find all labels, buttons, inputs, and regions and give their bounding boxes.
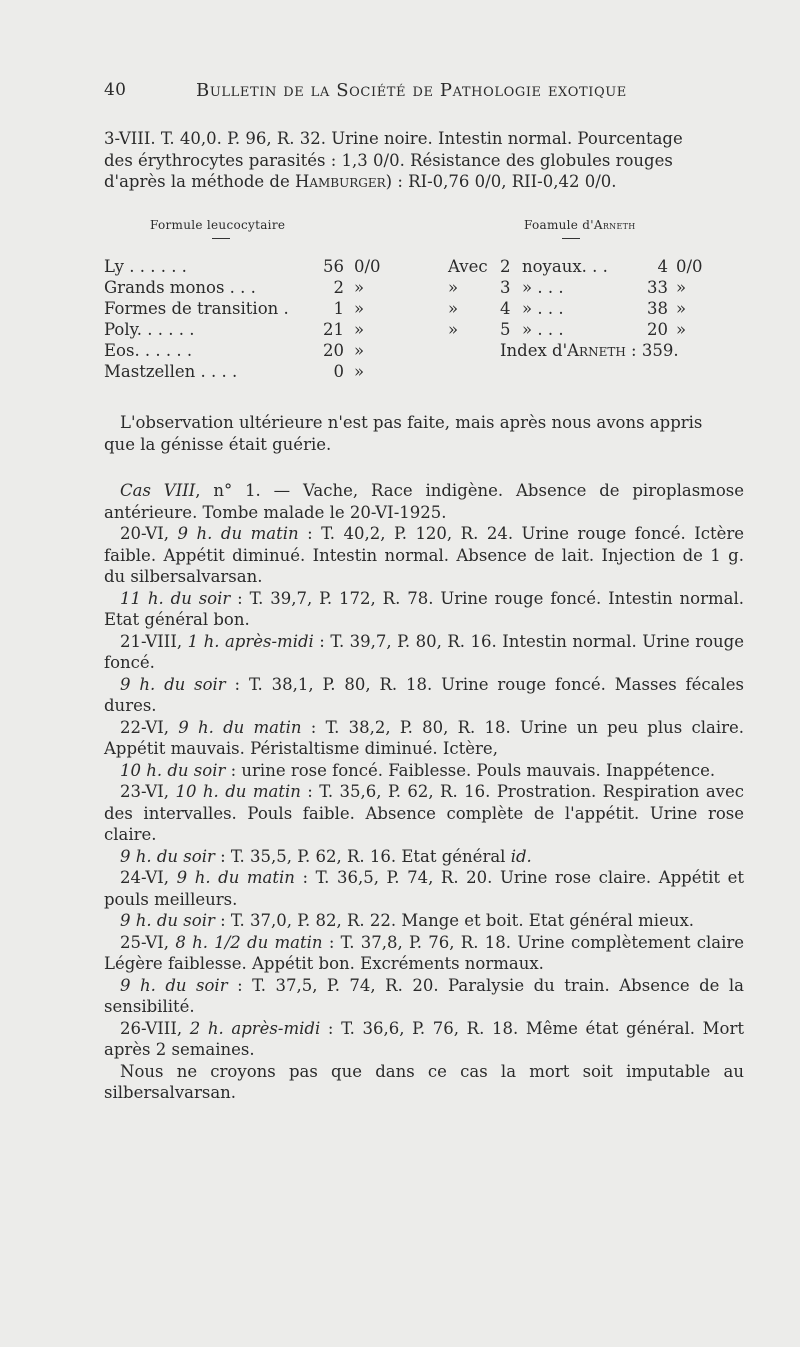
entry-date: 23-VI, <box>120 782 176 801</box>
leuco-row <box>104 319 404 340</box>
case-entry <box>104 781 744 846</box>
leuco-cell-name: Formes de transition . <box>104 299 289 318</box>
leuco-cell-value: 21 <box>323 320 344 339</box>
arneth-cell-label: » . . . <box>522 278 564 297</box>
entry-text: : T. 39,7, P. 80, R. 16. Intestin normal. Urine rouge foncé. <box>104 631 744 672</box>
leuco-cell-unit: » <box>354 320 365 339</box>
case-intro-text: , n° 1. — Vache, Race indigène. Absence de piroplasmose antérieure. Tombe malade le 20-VI-1925. <box>104 481 744 522</box>
entry-date: 21-VIII, <box>120 631 188 651</box>
arneth-cell-unit: » <box>676 299 687 318</box>
entry-time: 9 h. du matin <box>176 868 295 887</box>
arneth-cell-num: 3 <box>500 278 511 297</box>
entry-text: : T. 35,5, P. 62, R. 16. Etat général <box>214 846 511 866</box>
intro-line-3-end: ) : RI-0,76 0/0, RII-0,42 0/0. <box>385 172 617 191</box>
leuco-caption-dash <box>212 238 230 239</box>
leuco-cell-unit: » <box>354 278 365 297</box>
case-entry <box>104 523 744 588</box>
entry-text: : T. 37,5, P. 74, R. 20. Paralysie du train. Absence de la sensibilité. <box>104 975 745 1016</box>
leuco-cell-value: 20 <box>323 341 344 360</box>
arneth-cell-num: 5 <box>500 320 511 339</box>
entry-time: 11 h. du soir <box>120 588 231 608</box>
arneth-table <box>448 256 748 346</box>
entry-text: : T. 40,2, P. 120, R. 24. Urine rouge foncé. Ictère faible. Appétit diminué. Intestin normal. Absence de lait. Injection de 1 g. du silbersalvarsan. <box>104 524 744 586</box>
case-entry <box>104 867 744 910</box>
entry-date: 25-VI, <box>120 932 176 952</box>
entry-text: : T. 36,5, P. 74, R. 20. Urine rose claire. Appétit et pouls meilleurs. <box>104 868 745 909</box>
entry-text: : T. 38,2, P. 80, R. 18. Urine un peu plus claire. Appétit mauvais. Péristaltisme diminué. Ictère, <box>104 717 745 758</box>
arneth-caption-dash <box>562 238 580 239</box>
arneth-cell-prefix: » <box>448 320 459 339</box>
arneth-cell-num: 4 <box>500 299 511 318</box>
arneth-row <box>448 277 748 298</box>
formula-tables <box>104 218 754 381</box>
entry-time: 8 h. 1/2 du matin <box>175 932 323 952</box>
arneth-index <box>500 340 679 361</box>
arneth-index-name: Arneth <box>567 341 626 360</box>
observation-line-2: que la génisse était guérie. <box>104 434 332 454</box>
entry-text: : T. 37,0, P. 82, R. 22. Mange et boit. Etat général mieux. <box>214 911 695 930</box>
case-entry <box>104 631 744 674</box>
entry-time: 9 h. du soir <box>120 674 226 694</box>
observation-line-1: L'observation ultérieure n'est pas faite, mais après nous avons appris <box>120 413 703 432</box>
case-intro <box>104 480 744 523</box>
leuco-row <box>104 298 404 319</box>
case-title: Cas VIII <box>120 481 196 500</box>
arneth-cell-label: » . . . <box>522 320 564 339</box>
entry-text-italic: id. <box>510 846 532 866</box>
case-entry <box>104 1018 744 1061</box>
arneth-cell-unit: » <box>676 278 687 297</box>
arneth-cell-unit: » <box>676 320 687 339</box>
entry-text: : T. 38,1, P. 80, R. 18. Urine rouge foncé. Masses fécales dures. <box>104 674 744 715</box>
arneth-cell-value: 38 <box>647 299 668 318</box>
intro-line-3-start: d'après la méthode de <box>104 172 295 191</box>
arneth-row <box>448 298 748 319</box>
entry-text: : T. 37,8, P. 76, R. 18. Urine complètement claire Légère faiblesse. Appétit bon. Excréments normaux. <box>104 932 744 973</box>
case-entry <box>104 910 744 932</box>
arneth-cell-unit: 0/0 <box>676 257 703 276</box>
arneth-cell-prefix: Avec <box>448 257 488 276</box>
arneth-cell-num: 2 <box>500 257 511 276</box>
entry-date: 24-VI, <box>120 868 177 887</box>
leuco-cell-value: 1 <box>333 299 344 318</box>
leuco-cell-unit: 0/0 <box>354 257 381 276</box>
leuco-cell-name: Eos. . . . . . <box>104 341 193 360</box>
case-entry <box>104 975 744 1018</box>
entry-text: : T. 35,6, P. 62, R. 16. Prostration. Respiration avec des intervalles. Pouls faible. Absence complète de l'appétit. Urine rose claire. <box>104 782 745 844</box>
case-entry <box>104 760 744 782</box>
leuco-cell-name: Ly . . . . . . <box>104 257 187 276</box>
intro-paragraph <box>104 128 744 193</box>
arneth-caption <box>524 218 636 232</box>
case-entry <box>104 717 744 760</box>
arneth-cell-value: 33 <box>647 278 668 297</box>
entry-time: 10 h. du soir <box>120 760 226 780</box>
case-entries <box>104 523 744 1061</box>
arneth-cell-value: 4 <box>657 257 668 276</box>
entry-time: 1 h. après-midi <box>187 631 314 651</box>
intro-line-2: des érythrocytes parasités : 1,3 0/0. Résistance des globules rouges <box>104 150 673 170</box>
entry-time: 9 h. du matin <box>178 717 302 737</box>
entry-date: 20-VI, <box>120 524 178 543</box>
arneth-cell-value: 20 <box>647 320 668 339</box>
leuco-cell-name: Grands monos . . . <box>104 278 256 297</box>
arneth-cell-label: » . . . <box>522 299 564 318</box>
leuco-table <box>104 256 404 386</box>
entry-time: 9 h. du soir <box>120 846 215 866</box>
leuco-cell-unit: » <box>354 362 365 381</box>
arneth-index-value: : 359. <box>625 341 679 360</box>
leuco-row <box>104 277 404 298</box>
observation-paragraph <box>104 412 744 455</box>
entry-date: 26-VIII, <box>120 1018 190 1038</box>
arneth-cell-label: noyaux. . . <box>522 257 608 276</box>
intro-line-1: 3-VIII. T. 40,0. P. 96, R. 32. Urine noire. Intestin normal. Pourcentage <box>104 129 683 148</box>
entry-time: 2 h. après-midi <box>189 1018 321 1038</box>
leuco-row <box>104 256 404 277</box>
leuco-cell-unit: » <box>354 299 365 318</box>
leuco-cell-unit: » <box>354 341 365 360</box>
running-title: Bulletin de la Société de Pathologie exotique <box>196 80 627 101</box>
case-entry <box>104 588 744 631</box>
leuco-cell-value: 2 <box>333 278 344 297</box>
case-conclusion: Nous ne croyons pas que dans ce cas la mort soit imputable au silbersalvarsan. <box>104 1061 744 1102</box>
intro-line-3 <box>104 171 744 193</box>
entry-time: 9 h. du matin <box>177 524 299 543</box>
entry-text: : T. 39,7, P. 172, R. 78. Urine rouge foncé. Intestin normal. Etat général bon. <box>104 588 744 629</box>
leuco-cell-value: 0 <box>333 362 344 381</box>
arneth-caption-start: Foamule d' <box>524 218 594 232</box>
case-entry <box>104 932 744 975</box>
entry-text: : urine rose foncé. Faiblesse. Pouls mauvais. Inappétence. <box>225 760 716 780</box>
entry-time: 10 h. du matin <box>175 782 301 801</box>
arneth-row <box>448 319 748 340</box>
leuco-row <box>104 340 404 361</box>
arneth-index-start: Index d' <box>500 341 568 360</box>
leuco-cell-value: 56 <box>323 257 344 276</box>
leuco-cell-name: Poly. . . . . . <box>104 320 195 339</box>
case-entry <box>104 674 744 717</box>
case-viii-block <box>104 480 744 1104</box>
arneth-caption-name: Arneth <box>593 218 636 232</box>
entry-time: 9 h. du soir <box>120 911 215 930</box>
entry-text: : T. 36,6, P. 76, R. 18. Même état général. Mort après 2 semaines. <box>104 1018 744 1059</box>
arneth-cell-prefix: » <box>448 299 459 318</box>
author-name-hamburger: Hamburger <box>294 172 386 191</box>
arneth-row <box>448 256 748 277</box>
page-number: 40 <box>104 80 127 100</box>
entry-time: 9 h. du soir <box>120 975 228 995</box>
case-entry <box>104 846 744 868</box>
arneth-cell-prefix: » <box>448 278 459 297</box>
leuco-cell-name: Mastzellen . . . . <box>104 362 238 381</box>
leuco-caption: Formule leucocytaire <box>150 218 286 232</box>
leuco-row <box>104 361 404 382</box>
entry-date: 22-VI, <box>120 717 179 737</box>
